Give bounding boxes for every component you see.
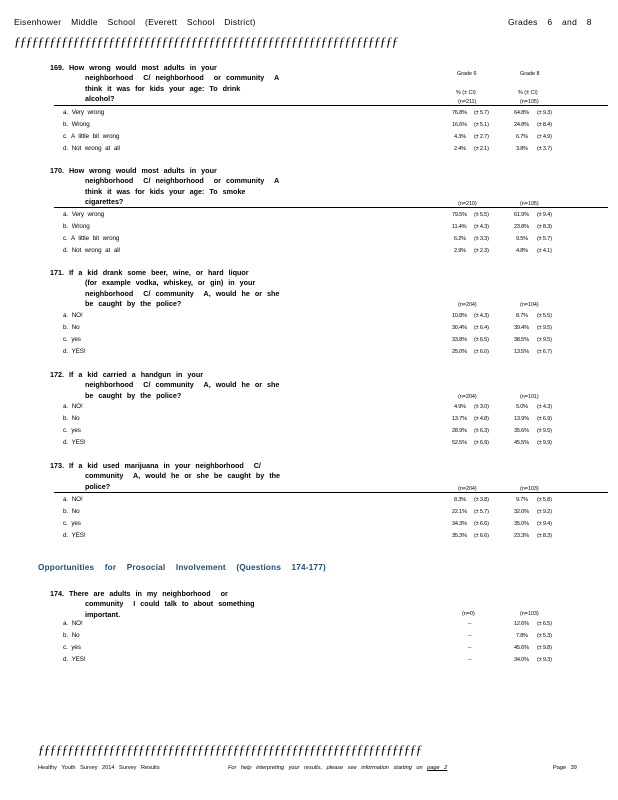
option-label: a. NO! — [63, 620, 83, 627]
grade8-pct-ci-header: % (± CI) — [518, 90, 538, 96]
option-label: a. NO! — [63, 403, 83, 410]
grade8-ci: (± 5.7) — [537, 236, 552, 242]
grade6-percent: 2.4% — [454, 146, 466, 152]
grade6-ci: (± 3.3) — [474, 236, 489, 242]
grade6-ci: (± 6.3) — [474, 428, 489, 434]
grade8-ci: (± 9.5) — [537, 428, 552, 434]
grade6-percent: 13.7% — [452, 416, 467, 422]
grade8-percent: 9.7% — [516, 497, 528, 503]
grade8-ci: (± 9.8) — [537, 645, 552, 651]
n-grade6-q170: (n=210) — [458, 201, 477, 207]
grade6-percent: 2.9% — [454, 248, 466, 254]
grade8-percent: 35.6% — [514, 428, 529, 434]
option-label: c. A little bit wrong — [63, 133, 120, 140]
grade6-ci: (± 6.6) — [474, 521, 489, 527]
bottom-separator: ƒƒƒƒƒƒƒƒƒƒƒƒƒƒƒƒƒƒƒƒƒƒƒƒƒƒƒƒƒƒƒƒƒƒƒƒƒƒƒƒƒƒƒƒƒƒƒƒƒƒƒƒƒƒƒƒƒƒƒƒƒƒƒƒƒ — [38, 742, 422, 757]
option-label: a. NO! — [63, 496, 83, 503]
n-grade6-q172: (n=204) — [458, 394, 477, 400]
grade6-ci: (± 4.8) — [474, 416, 489, 422]
grade8-ci: (± 4.3) — [537, 404, 552, 410]
grade8-percent: 6.7% — [516, 134, 528, 140]
n-grade6-q171: (n=204) — [458, 302, 477, 308]
grade6-ci: (± 2.3) — [474, 248, 489, 254]
grade6-ci: (± 6.5) — [474, 337, 489, 343]
grade8-percent: 34.0% — [514, 657, 529, 663]
grade6-percent: 28.9% — [452, 428, 467, 434]
option-label: d. YES! — [63, 532, 86, 539]
option-label: d. YES! — [63, 348, 86, 355]
grade6-percent: 4.9% — [454, 404, 466, 410]
grade6-ci: (± 6.4) — [474, 325, 489, 331]
grade6-percent: 11.4% — [452, 224, 467, 230]
grade6-ci: (± 2.7) — [474, 134, 489, 140]
grade8-percent: 61.9% — [514, 212, 529, 218]
n-grade8-q169: (n=105) — [520, 99, 539, 105]
grade6-ci: (± 4.3) — [474, 224, 489, 230]
grade8-ci: (± 6.9) — [537, 416, 552, 422]
option-label: c. yes — [63, 644, 81, 651]
grade8-percent: 64.8% — [514, 110, 529, 116]
grade8-ci: (± 5.8) — [537, 497, 552, 503]
table-rule — [54, 207, 608, 208]
grade8-ci: (± 9.2) — [537, 509, 552, 515]
table-rule — [54, 105, 608, 106]
grade8-percent: 7.8% — [516, 633, 528, 639]
grade8-ci: (± 4.9) — [537, 134, 552, 140]
question-169: 169. How wrong would most adults in your neighborhood C/ neighborhood or community A think it was for kids your age: To drink alcohol? — [50, 63, 280, 103]
question-174: 174. There are adults in my neighborhood or community I could talk to about something important. — [50, 589, 255, 619]
grade6-ci: (± 5.1) — [474, 122, 489, 128]
footer-help-label: For help interpreting your results, please see information starting on — [228, 765, 423, 771]
grade8-percent: 32.0% — [514, 509, 529, 515]
n-grade8-q172: (n=101) — [520, 394, 539, 400]
footer-help-text — [228, 765, 447, 771]
grade8-percent: 13.9% — [514, 416, 529, 422]
option-label: c. yes — [63, 520, 81, 527]
grade6-percent: 34.3% — [452, 521, 467, 527]
option-label: a. Very wrong — [63, 109, 105, 116]
grade6-ci: (± 6.6) — [474, 533, 489, 539]
grade8-percent: 23.8% — [514, 224, 529, 230]
grade6-percent: 10.8% — [452, 313, 467, 319]
top-separator: ƒƒƒƒƒƒƒƒƒƒƒƒƒƒƒƒƒƒƒƒƒƒƒƒƒƒƒƒƒƒƒƒƒƒƒƒƒƒƒƒƒƒƒƒƒƒƒƒƒƒƒƒƒƒƒƒƒƒƒƒƒƒƒƒƒ — [14, 34, 398, 49]
grade6-percent: 52.5% — [452, 440, 467, 446]
grade6-percent: 30.4% — [452, 325, 467, 331]
grade8-ci: (± 9.3) — [537, 657, 552, 663]
grade6-ci: (± 6.9) — [474, 440, 489, 446]
grade6-percent: -- — [468, 645, 472, 651]
option-label: b. No — [63, 632, 80, 639]
grade8-percent: 38.5% — [514, 337, 529, 343]
section-heading: Opportunities for Prosocial Involvement (Questions 174-177) — [38, 563, 326, 572]
option-label: a. Very wrong — [63, 211, 105, 218]
grade8-ci: (± 8.4) — [537, 122, 552, 128]
option-label: a. NO! — [63, 312, 83, 319]
footer-left: Healthy Youth Survey 2014 Survey Results — [38, 765, 160, 771]
grade8-ci: (± 9.5) — [537, 337, 552, 343]
grade6-ci: (± 3.8) — [474, 497, 489, 503]
grade6-ci: (± 3.0) — [474, 404, 489, 410]
option-label: c. yes — [63, 336, 81, 343]
grade8-percent: 8.7% — [516, 313, 528, 319]
grade8-ci: (± 9.4) — [537, 521, 552, 527]
option-label: b. No — [63, 324, 80, 331]
grade8-ci: (± 4.1) — [537, 248, 552, 254]
grade8-ci: (± 5.5) — [537, 313, 552, 319]
grade8-percent: 39.4% — [514, 325, 529, 331]
grade6-ci: (± 5.5) — [474, 212, 489, 218]
grade8-percent: 24.8% — [514, 122, 529, 128]
grade8-ci: (± 6.7) — [537, 349, 552, 355]
grade8-percent: 12.6% — [514, 621, 529, 627]
option-label: b. Wrong — [63, 223, 90, 230]
grade6-pct-ci-header: % (± CI) — [456, 90, 476, 96]
grade6-percent: 35.3% — [452, 533, 467, 539]
grade6-percent: 6.2% — [454, 236, 466, 242]
grade6-percent: 8.3% — [454, 497, 466, 503]
grade6-percent: -- — [468, 621, 472, 627]
page-2-link[interactable]: page 2 — [427, 765, 448, 771]
table-rule — [54, 492, 608, 493]
grade6-percent: 76.8% — [452, 110, 467, 116]
question-173: 173. If a kid used marijuana in your neighborhood C/ community A, would he or she be caught by the police? — [50, 461, 281, 491]
grade8-header: Grade 8 — [520, 71, 540, 77]
grade6-percent: 22.1% — [452, 509, 467, 515]
grade8-ci: (± 3.7) — [537, 146, 552, 152]
grade6-percent: 25.0% — [452, 349, 467, 355]
option-label: d. YES! — [63, 439, 86, 446]
n-grade6-q174: (n=0) — [462, 611, 475, 617]
option-label: c. A little bit wrong — [63, 235, 120, 242]
n-grade8-q174: (n=103) — [520, 611, 539, 617]
question-172: 172. If a kid carried a handgun in your neighborhood C/ community A, would he or she be caught by the police? — [50, 370, 280, 400]
grade8-percent: 9.5% — [516, 236, 528, 242]
grade8-percent: 3.8% — [516, 146, 528, 152]
grade6-percent: -- — [468, 633, 472, 639]
grade8-percent: 4.8% — [516, 248, 528, 254]
grade6-percent: 16.6% — [452, 122, 467, 128]
grade6-ci: (± 4.3) — [474, 313, 489, 319]
grade8-ci: (± 9.9) — [537, 440, 552, 446]
grade6-header: Grade 6 — [457, 71, 477, 77]
option-label: d. Not wrong at all — [63, 145, 120, 152]
grade6-percent: 33.8% — [452, 337, 467, 343]
option-label: b. Wrong — [63, 121, 90, 128]
option-label: d. YES! — [63, 656, 86, 663]
grade8-ci: (± 6.5) — [537, 621, 552, 627]
question-171: 171. If a kid drank some beer, wine, or hard liquor (for example vodka, whiskey, or gin) in your neighborhood C/ community A, would he or she be caught by the police? — [50, 268, 280, 308]
n-grade8-q171: (n=104) — [520, 302, 539, 308]
grade8-percent: 35.0% — [514, 521, 529, 527]
grade8-percent: 23.3% — [514, 533, 529, 539]
n-grade6-q173: (n=204) — [458, 486, 477, 492]
grade6-ci: (± 2.1) — [474, 146, 489, 152]
grades-header: Grades 6 and 8 — [508, 17, 592, 27]
option-label: b. No — [63, 508, 80, 515]
option-label: d. Not wrong at all — [63, 247, 120, 254]
grade6-ci: (± 5.7) — [474, 110, 489, 116]
grade6-percent: 4.3% — [454, 134, 466, 140]
n-grade8-q173: (n=103) — [520, 486, 539, 492]
n-grade8-q170: (n=105) — [520, 201, 539, 207]
option-label: c. yes — [63, 427, 81, 434]
option-label: b. No — [63, 415, 80, 422]
grade8-ci: (± 8.3) — [537, 224, 552, 230]
grade8-ci: (± 8.3) — [537, 533, 552, 539]
grade8-percent: 13.5% — [514, 349, 529, 355]
school-header: Eisenhower Middle School (Everett School District) — [14, 17, 256, 27]
n-grade6-q169: (n=211) — [458, 99, 477, 105]
page-number: Page 39 — [553, 765, 577, 771]
grade8-ci: (± 9.4) — [537, 212, 552, 218]
grade8-percent: 5.0% — [516, 404, 528, 410]
grade6-ci: (± 5.7) — [474, 509, 489, 515]
grade6-percent: -- — [468, 657, 472, 663]
grade6-percent: 79.5% — [452, 212, 467, 218]
question-170: 170. How wrong would most adults in your neighborhood C/ neighborhood or community A think it was for kids your age: To smoke cigarettes? — [50, 166, 280, 206]
grade8-percent: 45.6% — [514, 645, 529, 651]
grade6-ci: (± 6.0) — [474, 349, 489, 355]
grade8-percent: 45.5% — [514, 440, 529, 446]
grade8-ci: (± 5.3) — [537, 633, 552, 639]
grade8-ci: (± 9.3) — [537, 110, 552, 116]
grade8-ci: (± 9.5) — [537, 325, 552, 331]
